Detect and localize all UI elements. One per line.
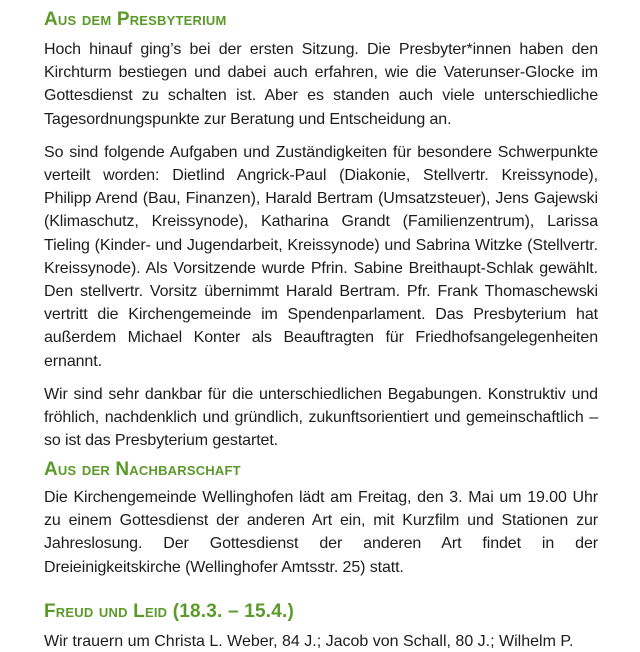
paragraph: Hoch hinauf ging’s bei der ersten Sitzung. Die Presbyter*innen haben den Kirchturm bestiegen und dabei auch erfahren, wie die Vaterunser-Glocke im Gottesdienst zu schalten ist. Aber es standen auch viele unterschiedliche Tagesordnungspunkte zur Beratung und Entscheidung an. [44, 41, 598, 128]
section-heading: Aus dem Presbyterium [44, 9, 227, 30]
section-heading: Freud und Leid (18.3. – 15.4.) [44, 601, 295, 622]
section-heading: Aus der Nachbarschaft [44, 459, 241, 480]
section-aus-dem-presbyterium [44, 8, 598, 462]
section-freud-und-leid [44, 600, 598, 624]
paragraph: Wir sind sehr dankbar für die unterschiedlichen Begabungen. Konstruktiv und fröhlich, nachdenklich und gründlich, zukunftsorientiert und gemeinschaftlich – so ist das Presbyterium gestartet. [44, 385, 598, 450]
section-aus-der-nachbarschaft [44, 458, 598, 579]
paragraph: So sind folgende Aufgaben und Zuständigkeiten für besondere Schwerpunkte verteilt worden: Dietlind Angrick-Paul (Diakonie, Stellvertr. Kreissynode), Philipp Arend (Bau, Finanzen), Harald Bertram (Umsatzsteuer), Jens Gajewski (Klimaschutz, Kreissynode), Katharina Grandt (Familienzentrum), Larissa Tieling (Kinder- und Jugendarbeit, Kreissynode) und Sabrina Witzke (Stellvertr. Kreissynode). Als Vorsitzende wurde Pfrin. Sabine Breithaupt-Schlak gewählt. Den stellvertr. Vorsitz übernimmt Harald Bertram. Pfr. Frank Thomaschewski vertritt die Kirchengemeinde im Spendenparlament. Das Presbyterium hat außerdem Michael Konter als Beauftragten für Friedhofsangelegenheiten ernannt. [44, 143, 598, 370]
cut-off-paragraph: Wir trauern um Christa L. Weber, 84 J.; Jacob von Schall, 80 J.; Wilhelm P. [44, 633, 574, 650]
paragraph: Die Kirchengemeinde Wellinghofen lädt am Freitag, den 3. Mai um 19.00 Uhr zu einem Gottesdienst der anderen Art ein, mit Kurzfilm und Stationen zur Jahreslosung. Der Gottesdienst der anderen Art findet in der Dreieinigkeitskirche (Wellinghofer Amtsstr. 25) statt. [44, 489, 598, 576]
